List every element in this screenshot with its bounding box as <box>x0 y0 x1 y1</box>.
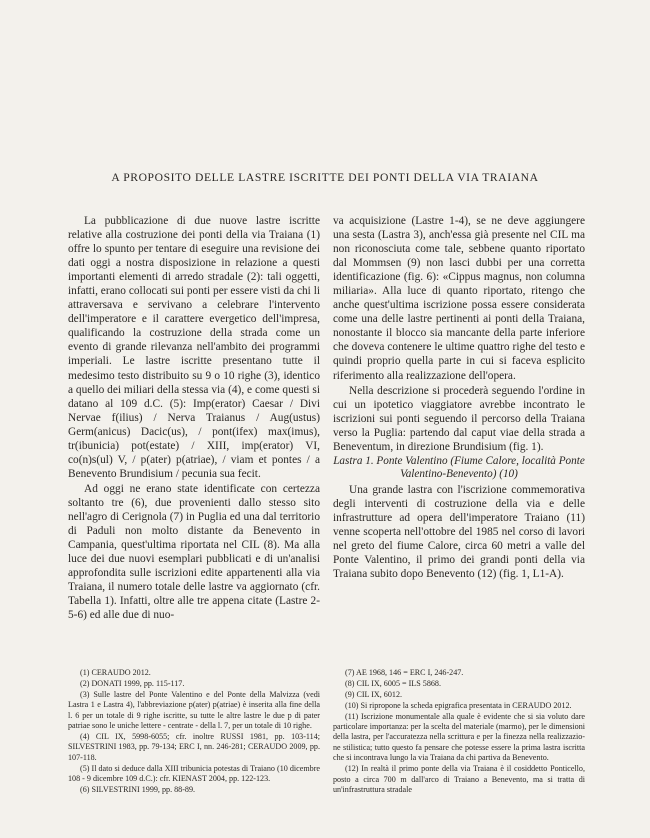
footnotes-right <box>333 668 585 795</box>
body-column-right <box>333 214 585 581</box>
footnote: (12) In realtà il primo ponte della via Traiana è il cosiddetto Ponticello, posto a circa 700 m dall'arco di Traiano a Benevento, ma si tratta di un'infrastruttura stradale <box>333 764 585 794</box>
paragraph: va acquisizione (Lastre 1-4), se ne deve aggiungere una sesta (Lastra 3), anch'essa già presente nel CIL ma non riconosciuta come tale, sebbene quanto riportato dal Mommsen (9) non lasci dubbi per una corretta identificazione (fig. 6): «Cippus magnus, non columna miliaria». Alla luce di quanto riportato, ritengo che anche quest'ultima iscrizione possa essere considerata come una delle lastre pertinenti ai ponti della Traiana, nonostante il blocco sia mancante della parte inferiore che doveva contenere le ultime quattro righe del testo e quindi proprio quella parte in cui si faceva esplicito riferimento alla realizzazione dell'opera. <box>333 215 585 382</box>
paragraph: Una grande lastra con l'iscrizione commemorativa degli interventi di costruzione della via e delle infrastrutture ad opera dell'imperatore Traiano (11) venne scoperta nell'ottobre del 1985 nel corso di lavori nel greto del fiume Calore, circa 60 metri a valle del Ponte Valentino, il primo dei grandi ponti della via Traiana subito dopo Benevento (12) (fig. 1, L1-A). <box>333 483 585 581</box>
paragraph: La pubblicazione di due nuove lastre iscritte relative alla costruzione dei ponti della via Traiana (1) offre lo spunto per tentare di eseguire una revisione dei dati oggi a nostra disposizione in relazione a questi importanti elementi di arredo stradale (2): tali oggetti, infatti, erano collocati sui ponti per essere visti da chi li attraversava e servivano a celebrare l'intervento dell'imperatore e il carattere evergetico dell'impresa, qualificando la costruzione della strada come un evento di grande rilevanza nell'ambito dei programmi imperiali. Le lastre iscritte presentano tutte il medesimo testo distribuito su 9 o 10 righe (3), identico a quello dei miliari della stessa via (4), e come questi si datano al 109 d.C. (5): Imp(erator) Caesar / Divi Nervae f(ilius) / Nerva Traianus / Aug(ustus) Germ(anicus) Dacic(us), / pont(ifex) max(imus), tr(ibunicia) pot(estate) / XIII, imp(erator) VI, co(n)s(ul) V, / p(ater) p(atriae), / viam et pontes / a Benevento Brundisium / pecunia sua fecit. <box>68 215 320 480</box>
footnote: (11) Iscrizione monumentale alla quale è evidente che si sia voluto dare particolare importanza: per la scelta del materiale (marmo), per le dimensioni della lastra, per l'accuratezza nella scrittura e per la finezza nella realizzazione stilistica; tutto questo fa pensare che potesse essere la prima lastra iscritta che si incontrava lungo la via Traiana da chi partiva da Benevento. <box>333 711 585 763</box>
footnote: (10) Si ripropone la scheda epigrafica presentata in CERAUDO 2012. <box>345 700 572 710</box>
page-title: A PROPOSITO DELLE LASTRE ISCRITTE DEI PONTI DELLA VIA TRAIANA <box>111 171 539 184</box>
paragraph: Nella descrizione si procederà seguendo l'ordine in cui un ipotetico viaggiatore avrebbe incontrato le iscrizioni sui ponti seguendo il percorso della Traiana verso la Puglia: partendo dal caput viae della strada a Beneventum, in direzione Brundisium (fig. 1). <box>333 384 585 453</box>
footnote: (1) CERAUDO 2012. <box>80 668 151 677</box>
paragraph: Ad oggi ne erano state identificate con certezza soltanto tre (6), due provenienti dallo stesso sito nell'agro di Cerignola (7) in Puglia ed una dal territorio di Paduli non molto distante da Benevento in Campania, quest'ultima riportata nel CIL (8). Ma alla luce dei due nuovi esemplari pubblicati e di un'analisi approfondita sulle iscrizioni edite appartenenti alla via Traiana, il numero totale delle lastre va aggiornato (cfr. Tabella 1). Infatti, oltre alle tre appena citate (Lastre 2-5-6) ed alle due di nuo- <box>68 482 320 622</box>
footnotes-left <box>68 668 320 795</box>
body-column-left <box>68 214 320 622</box>
footnote: (7) AE 1968, 146 = ERC I, 246-247. <box>345 668 464 677</box>
footnote: (6) SILVESTRINI 1999, pp. 88-89. <box>80 784 196 794</box>
footnote: (5) Il dato si deduce dalla XIII tribunicia potestas di Traiano (10 dicembre 108 - 9 dicembre 109 d.C.): cfr. KIENAST 2004, pp. 122-123. <box>68 763 320 784</box>
footnote: (8) CIL IX, 6005 = ILS 5868. <box>345 678 441 688</box>
footnote: (3) Sulle lastre del Ponte Valentino e del Ponte della Malvizza (vedi Lastra 1 e Lastra 4), l'abbreviazione p(ater) p(atriae) è inserita alla fine della l. 6 per un totale di 9 righe iscritte, su tutte le altre lastre le due p di pater patriae sono le uniche lettere - centrate - della l. 7, per un totale di 10 righe. <box>68 689 320 731</box>
footnote: (2) DONATI 1999, pp. 115-117. <box>80 678 185 688</box>
footnote: (4) CIL IX, 5998-6055; cfr. inoltre RUSSI 1981, pp. 103-114; SILVESTRINI 1983, pp. 79-134; ERC I, nn. 246-281; CERAUDO 2009, pp. 107-118. <box>68 731 320 762</box>
footnote: (9) CIL IX, 6012. <box>345 689 403 699</box>
section-heading: Lastra 1. Ponte Valentino (Fiume Calore, località Ponte Valentino-Benevento) (10) <box>333 454 585 481</box>
